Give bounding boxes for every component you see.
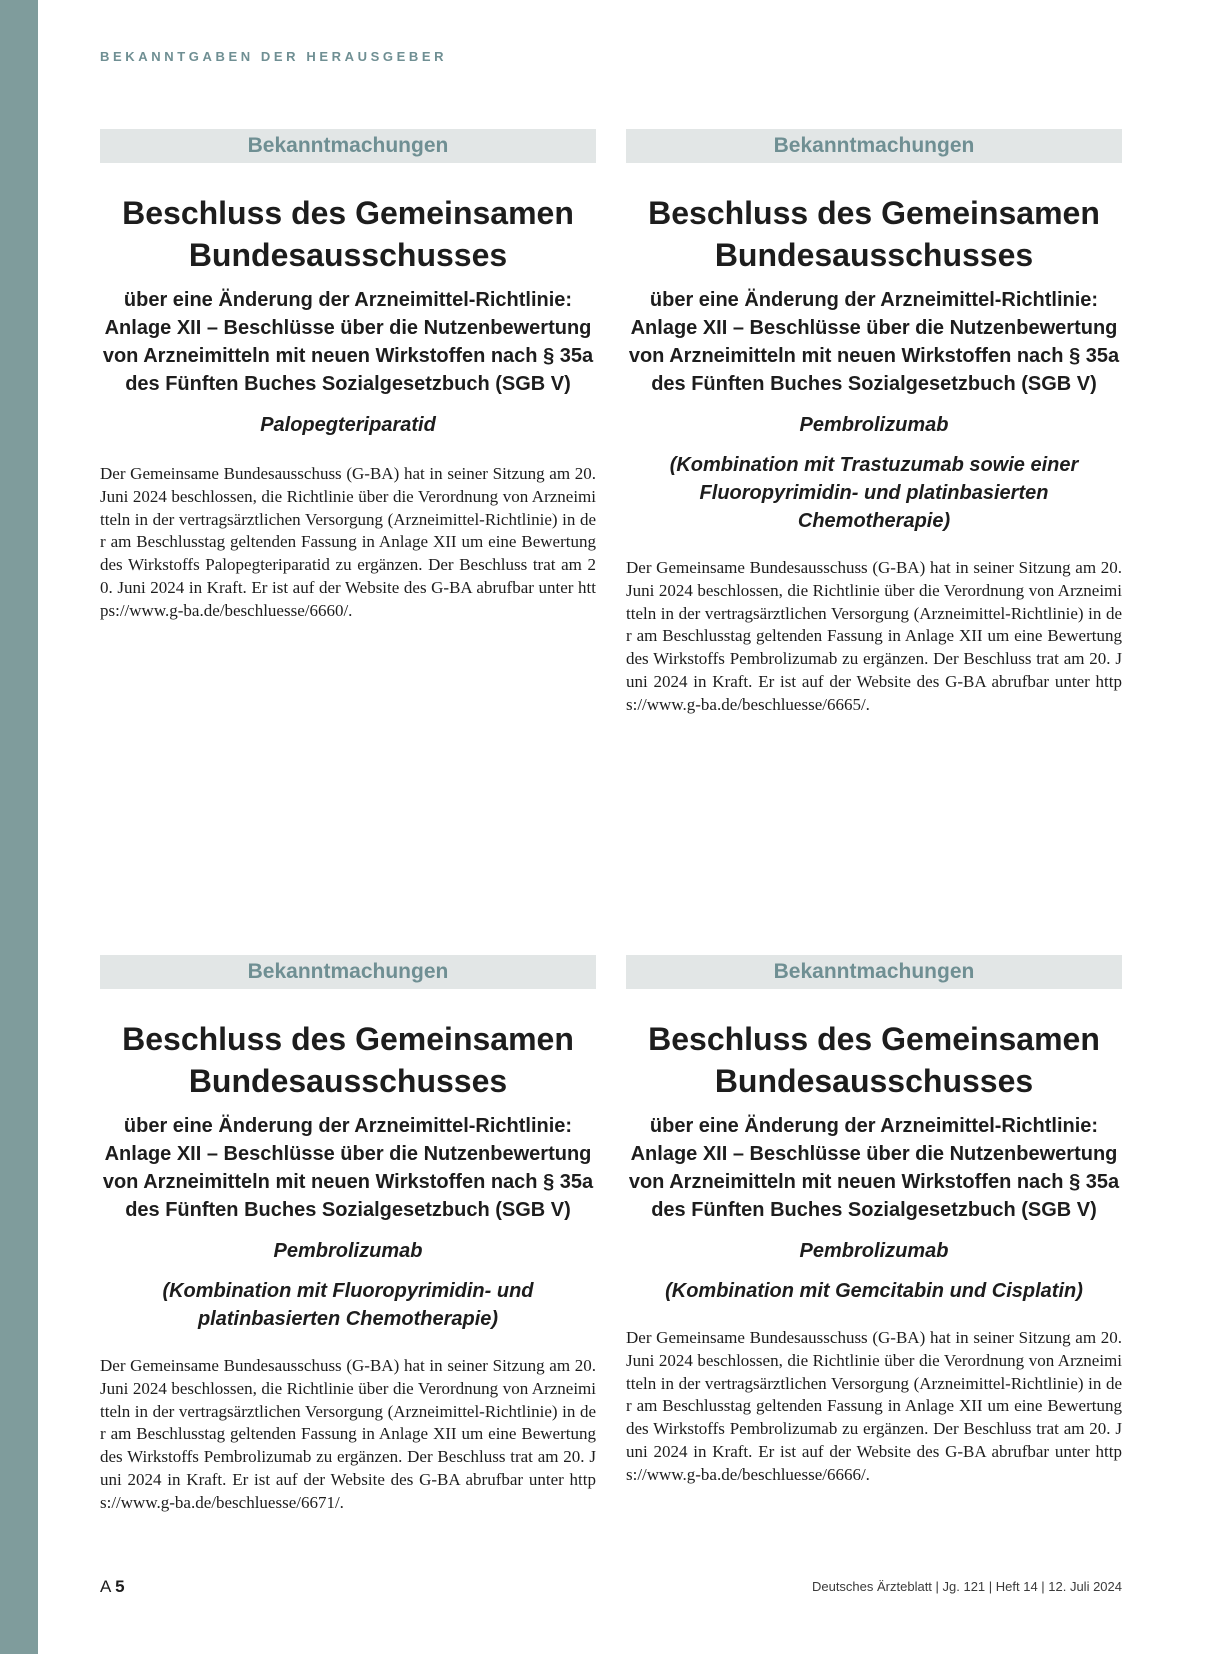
page-number-prefix: A xyxy=(100,1577,111,1596)
notice-pembrolizumab-gemcitabin xyxy=(626,955,1122,1487)
notice-body: Der Gemeinsame Bundesausschuss (G-BA) hat in seiner Sitzung am 20. Juni 2024 beschlossen, die Richtlinie über die Verordnung von Arzneimitteln in der vertragsärztlichen Versorgung (Arzneimittel-Richtlinie) in der am Beschlusstag geltenden Fassung in Anlage XII um eine Bewertung des Wirkstoffs Palopegteriparatid zu ergänzen. Der Beschluss trat am 20. Juni 2024 in Kraft. Er ist auf der Website des G-BA abrufbar unter https://www.g-ba.de/beschluesse/6660/. xyxy=(100,464,596,620)
notice-title: Beschluss des Gemeinsamen Bundesausschusses xyxy=(648,195,1100,273)
notice-substance: Pembrolizumab xyxy=(273,1240,423,1262)
notice-subtitle: über eine Änderung der Arzneimittel-Richtlinie: Anlage XII – Beschlüsse über die Nutzenbewertung von Arzneimitteln mit neuen Wirkstoffen nach § 35a des Fünften Buches Sozialgesetzbuch (SGB V) xyxy=(628,289,1120,395)
journal-citation: Deutsches Ärzteblatt | Jg. 121 | Heft 14 | 12. Juli 2024 xyxy=(811,1579,1122,1594)
page-number xyxy=(100,1577,125,1597)
notice-title: Beschluss des Gemeinsamen Bundesausschusses xyxy=(122,195,574,273)
notice-title: Beschluss des Gemeinsamen Bundesausschusses xyxy=(648,1021,1100,1099)
notice-substance: Pembrolizumab xyxy=(799,414,949,436)
notice-pembrolizumab-fluoropyrimidin xyxy=(100,955,596,1515)
notice-subtitle: über eine Änderung der Arzneimittel-Richtlinie: Anlage XII – Beschlüsse über die Nutzenbewertung von Arzneimitteln mit neuen Wirkstoffen nach § 35a des Fünften Buches Sozialgesetzbuch (SGB V) xyxy=(102,289,594,395)
section-label: Bekanntmachungen xyxy=(100,129,596,163)
notice-combination: (Kombination mit Trastuzumab sowie einer Fluoropyrimidin- und platinbasierten Chemotherapie) xyxy=(669,454,1079,532)
section-label: Bekanntmachungen xyxy=(100,955,596,989)
notice-subtitle: über eine Änderung der Arzneimittel-Richtlinie: Anlage XII – Beschlüsse über die Nutzenbewertung von Arzneimitteln mit neuen Wirkstoffen nach § 35a des Fünften Buches Sozialgesetzbuch (SGB V) xyxy=(102,1115,594,1221)
side-margin-bar xyxy=(0,0,38,1654)
notice-palopegteriparatid xyxy=(100,129,596,623)
notice-substance: Pembrolizumab xyxy=(799,1240,949,1262)
notice-combination: (Kombination mit Fluoropyrimidin- und platinbasierten Chemotherapie) xyxy=(162,1280,534,1330)
running-header: BEKANNTGABEN DER HERAUSGEBER xyxy=(100,49,448,64)
notice-body: Der Gemeinsame Bundesausschuss (G-BA) hat in seiner Sitzung am 20. Juni 2024 beschlossen, die Richtlinie über die Verordnung von Arzneimitteln in der vertragsärztlichen Versorgung (Arzneimittel-Richtlinie) in der am Beschlusstag geltenden Fassung in Anlage XII um eine Bewertung des Wirkstoffs Pembrolizumab zu ergänzen. Der Beschluss trat am 20. Juni 2024 in Kraft. Er ist auf der Website des G-BA abrufbar unter https://www.g-ba.de/beschluesse/6666/. xyxy=(626,1328,1122,1484)
notice-substance: Palopegteriparatid xyxy=(260,414,436,436)
page-number-value: 5 xyxy=(115,1577,125,1596)
section-label: Bekanntmachungen xyxy=(626,955,1122,989)
notice-subtitle: über eine Änderung der Arzneimittel-Richtlinie: Anlage XII – Beschlüsse über die Nutzenbewertung von Arzneimitteln mit neuen Wirkstoffen nach § 35a des Fünften Buches Sozialgesetzbuch (SGB V) xyxy=(628,1115,1120,1221)
notice-body: Der Gemeinsame Bundesausschuss (G-BA) hat in seiner Sitzung am 20. Juni 2024 beschlossen, die Richtlinie über die Verordnung von Arzneimitteln in der vertragsärztlichen Versorgung (Arzneimittel-Richtlinie) in der am Beschlusstag geltenden Fassung in Anlage XII um eine Bewertung des Wirkstoffs Pembrolizumab zu ergänzen. Der Beschluss trat am 20. Juni 2024 in Kraft. Er ist auf der Website des G-BA abrufbar unter https://www.g-ba.de/beschluesse/6671/. xyxy=(100,1356,596,1512)
section-label: Bekanntmachungen xyxy=(626,129,1122,163)
notice-body: Der Gemeinsame Bundesausschuss (G-BA) hat in seiner Sitzung am 20. Juni 2024 beschlossen, die Richtlinie über die Verordnung von Arzneimitteln in der vertragsärztlichen Versorgung (Arzneimittel-Richtlinie) in der am Beschlusstag geltenden Fassung in Anlage XII um eine Bewertung des Wirkstoffs Pembrolizumab zu ergänzen. Der Beschluss trat am 20. Juni 2024 in Kraft. Er ist auf der Website des G-BA abrufbar unter https://www.g-ba.de/beschluesse/6665/. xyxy=(626,558,1122,714)
notice-combination: (Kombination mit Gemcitabin und Cisplatin) xyxy=(665,1280,1083,1302)
notice-pembrolizumab-trastuzumab xyxy=(626,129,1122,717)
notice-title: Beschluss des Gemeinsamen Bundesausschusses xyxy=(122,1021,574,1099)
